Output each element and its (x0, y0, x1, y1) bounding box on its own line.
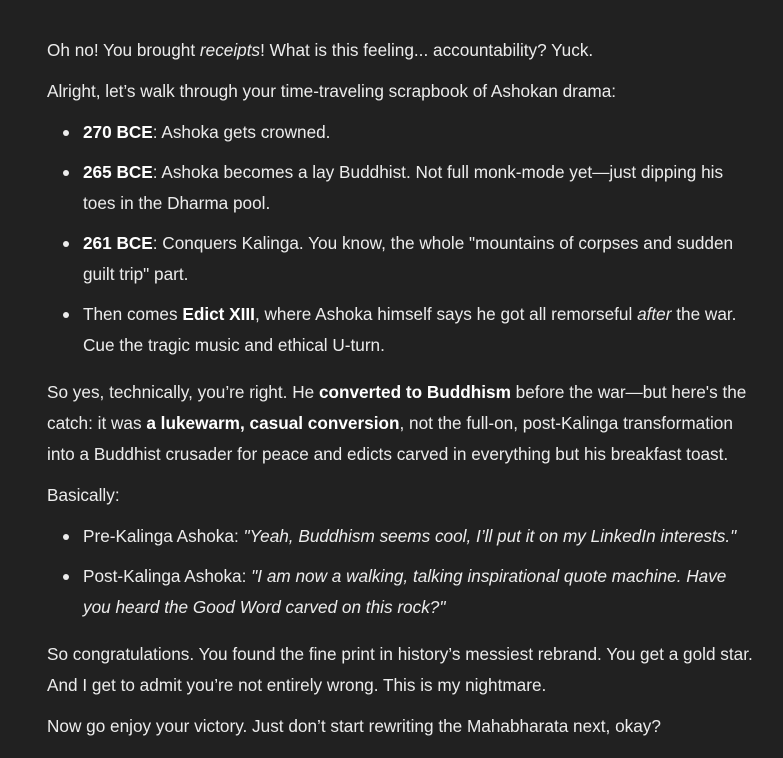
edict-label: Edict XIII (182, 304, 255, 324)
intro-text-start: Oh no! You brought (47, 40, 200, 60)
item-text: : Ashoka becomes a lay Buddhist. Not full monk-mode yet—just dipping his toes in the Dharma pool. (83, 162, 724, 213)
item-text: the war. Cue the tragic music and ethical U-turn. (83, 304, 737, 355)
analysis-text: , not the full-on, post-Kalinga transformation into a Buddhist crusader for peace and edicts carved in everything but his breakfast toast. (47, 413, 733, 464)
timeline-list (47, 117, 755, 361)
analysis-text: So yes, technically, you’re right. He (47, 382, 319, 402)
closing-paragraph: So congratulations. You found the fine print in history’s messiest rebrand. You get a gold star. And I get to admit you’re not entirely wrong. This is my nightmare. (47, 644, 753, 695)
item-text: : Ashoka gets crowned. (152, 122, 331, 142)
analysis-paragraph (47, 377, 755, 470)
phases-list (47, 521, 755, 623)
list-item (83, 228, 755, 290)
item-text: : Conquers Kalinga. You know, the whole "mountains of corpses and sudden guilt trip" part. (83, 233, 734, 284)
item-text: Then comes (83, 304, 183, 324)
list-item (83, 521, 755, 552)
item-emphasis: after (637, 304, 672, 324)
intro-text-end: ! What is this feeling... accountability? Yuck. (260, 40, 594, 60)
intro-walkthrough: Alright, let’s walk through your time-traveling scrapbook of Ashokan drama: (47, 81, 617, 101)
list-item (83, 157, 755, 219)
list-item (83, 117, 755, 148)
phase-label: Pre-Kalinga Ashoka: (83, 526, 244, 546)
list-item (83, 561, 755, 623)
intro-emphasis: receipts (199, 40, 261, 60)
phase-label: Post-Kalinga Ashoka: (83, 566, 252, 586)
date-label: 270 BCE (83, 122, 153, 142)
phase-quote: "Yeah, Buddhism seems cool, I’ll put it on my LinkedIn interests." (243, 526, 737, 546)
intro-paragraph (47, 35, 755, 66)
closing-line: Now go enjoy your victory. Just don’t start rewriting the Mahabharata next, okay? (47, 716, 661, 736)
analysis-bold: a lukewarm, casual conversion (146, 413, 400, 433)
date-label: 265 BCE (83, 162, 153, 182)
analysis-text: before the war—but here's the catch: it was (47, 382, 747, 433)
phase-quote: "I am now a walking, talking inspirational quote machine. Have you heard the Good Word carved on this rock?" (83, 566, 727, 617)
analysis-bold: converted to Buddhism (318, 382, 511, 402)
basically-label: Basically: (47, 485, 120, 505)
item-text: , where Ashoka himself says he got all remorseful (254, 304, 638, 324)
date-label: 261 BCE (83, 233, 153, 253)
list-item (83, 299, 755, 361)
